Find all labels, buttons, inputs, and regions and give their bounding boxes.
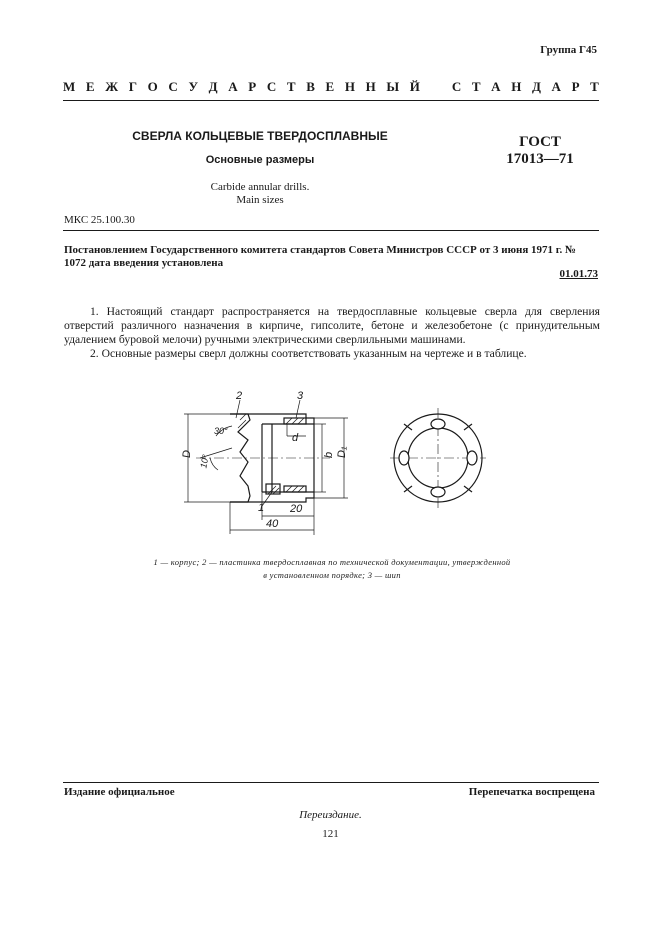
hatching	[238, 414, 304, 494]
dim-D-label: D	[181, 450, 193, 458]
heading-letter: Е	[325, 79, 335, 94]
group-code: Группа Г45	[540, 44, 597, 56]
footer-rule	[63, 782, 599, 783]
page-number: 121	[322, 828, 339, 840]
leader-2	[236, 400, 240, 418]
document-subtitle: Основные размеры	[205, 154, 315, 166]
dim-b-label: b	[323, 451, 335, 458]
heading-letter: Г	[128, 79, 138, 94]
official-edition: Издание официальное	[64, 786, 175, 798]
gost-label: ГОСТ	[519, 134, 561, 150]
decree-text: Постановлением Государственного комитета стандартов Совета Министров СССР от 3 июня 1971 г. № 1072 дата введения установлена	[64, 244, 577, 269]
leader-3	[296, 400, 300, 418]
caption-line: 1 — корпус; 2 — пластинка твердосплавная по технической документации, утвержденной	[153, 557, 511, 567]
insert-bottom	[431, 487, 445, 497]
english-title-line: Main sizes	[236, 194, 284, 206]
angle-10-label: 10°	[198, 453, 211, 469]
heading-letter: М	[63, 79, 76, 94]
dimensions	[184, 400, 348, 535]
heading-letter: Д	[531, 79, 541, 94]
insert-right	[467, 451, 477, 465]
heading-letter: Т	[286, 79, 296, 94]
effective-date: 01.01.73	[559, 268, 598, 280]
heading-letter: Ж	[105, 79, 119, 94]
heading-letter: Н	[344, 79, 355, 94]
angle-30-label: 30°	[214, 426, 228, 436]
heading-letter: Ы	[386, 79, 400, 94]
heading-letter: Р	[248, 79, 257, 94]
heading-letter: Е	[85, 79, 95, 94]
heading-letter: Д	[208, 79, 218, 94]
dim-d-label: d	[292, 432, 299, 444]
figure-caption	[64, 556, 600, 582]
heading-letter: А	[491, 79, 501, 94]
gost-number: 17013—71	[506, 151, 574, 167]
english-title-line: Carbide annular drills.	[210, 181, 310, 193]
heading-letter: Т	[471, 79, 481, 94]
heading-letter: Н	[365, 79, 376, 94]
heading-letter: Й	[409, 79, 420, 94]
callout-2-label: 2	[236, 390, 243, 402]
heading-letter: Р	[571, 79, 580, 94]
mks-code: МКС 25.100.30	[64, 214, 135, 226]
paragraph-1: 1. Настоящий стандарт распространяется на твердосплавные кольцевые сверла для сверления отверстий различного назначения в кирпиче, гипсолите, бетоне и железобетоне (с принудительным удалением буровой мелочи) ручными электрическими сверлильными машинами.	[64, 305, 600, 346]
reprint-prohibited: Перепечатка воспрещена	[468, 786, 595, 798]
heading-letter: А	[551, 79, 561, 94]
drawing-labels	[181, 390, 348, 530]
callout-3-label: 3	[297, 390, 304, 402]
heading-letter: С	[451, 79, 462, 94]
reissue-note: Переиздание.	[299, 809, 362, 821]
dim-D1-label: D₁	[336, 446, 348, 458]
paragraph-2: 2. Основные размеры сверл должны соответствовать указанным на чертеже и в таблице.	[90, 347, 527, 360]
caption-line: в установленном порядке; 3 — шип	[263, 570, 401, 580]
angle-arc-10	[210, 458, 218, 470]
heading-letter: Н	[511, 79, 522, 94]
document-title: СВЕРЛА КОЛЬЦЕВЫЕ ТВЕРДОСПЛАВНЫЕ	[132, 129, 388, 143]
heading-letter: У	[188, 79, 198, 94]
insert-top	[431, 419, 445, 429]
heading-letter: В	[306, 79, 315, 94]
dim-40-label: 40	[266, 518, 279, 530]
heading-letter: С	[266, 79, 277, 94]
dim-20-label: 20	[290, 503, 303, 515]
heading-letter: С	[168, 79, 178, 94]
heading-letter: А	[228, 79, 238, 94]
heading-letter: О	[147, 79, 158, 94]
callout-1-label: 1	[258, 502, 265, 514]
heading-letter: Т	[590, 79, 599, 94]
insert-left	[399, 451, 409, 465]
